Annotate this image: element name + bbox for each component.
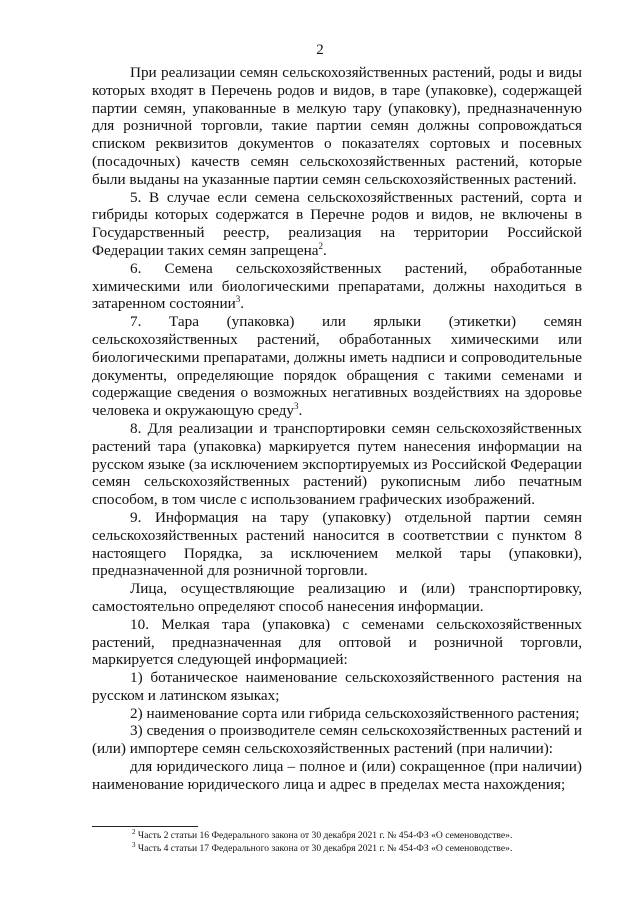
paragraph-subitem-1 — [92, 669, 582, 705]
paragraph-item-6 — [92, 260, 582, 313]
paragraph-persons — [92, 580, 582, 616]
footnote-text: Часть 4 статьи 17 Федерального закона от 30 декабря 2021 г. № 454-ФЗ «О семеноводстве». — [135, 842, 513, 854]
paragraph-subitem-3 — [92, 722, 582, 758]
page-number: 2 — [316, 42, 324, 58]
paragraph-text: При реализации семян сельскохозяйственных растений, роды и виды которых входят в Перечень родов и видов, в таре (упаковке), содержащей партии семян, упакованные в мелкую тару (упаковку), предназначенную для розничной торговли, такие партии семян должны сопровождаться списком реквизитов документов о показателях сортовых и посевных (посадочных) качеств семян сельскохозяйственных растений, которые были выданы на указанные партии семян сельскохозяйственных растений. — [92, 64, 582, 188]
paragraph-text: 10. Мелкая тара (упаковка) с семенами сельскохозяйственных растений, предназначенная для оптовой и розничной торговли, маркируется следующей информацией: — [92, 615, 582, 669]
paragraph-item-5 — [92, 189, 582, 260]
paragraph-text: Лица, осуществляющие реализацию и (или) транспортировку, самостоятельно определяют способ нанесения информации. — [92, 580, 582, 615]
paragraph-text: для юридического лица – полное и (или) сокращенное (при наличии) наименование юридического лица и адрес в пределах места нахождения; — [92, 758, 582, 793]
document-body — [92, 64, 582, 794]
paragraph-text: 7. Тара (упаковка) или ярлыки (этикетки) семян сельскохозяйственных растений, обработанных химическими или биологическими препаратами, должны иметь надписи и сопроводительные документы, определяющие порядок обращения с такими семенами и содержащие сведения о возможных негативных воздействиях на здоровье человека и окружающую среду — [92, 313, 582, 420]
footnote-2 — [92, 827, 582, 843]
paragraph-text: 6. Семена сельскохозяйственных растений, обработанные химическими или биологическими препаратами, должны находиться в затаренном состоянии — [92, 259, 582, 313]
paragraph-item-7 — [92, 313, 582, 420]
footnote-3 — [92, 840, 582, 856]
paragraph-item-10 — [92, 616, 582, 669]
paragraph-text: 2) наименование сорта или гибрида сельскохозяйственного растения; — [130, 704, 580, 722]
footnote-divider — [92, 826, 198, 827]
paragraph-tail: . — [322, 241, 327, 259]
footnote-ref: 3 — [293, 401, 299, 412]
paragraph-text: 5. В случае если семена сельскохозяйственных растений, сорта и гибриды которых содержатся в Перечне родов и видов, не включены в Государственный реестр, реализация на территории Российской Федерации таких семян запрещена — [92, 188, 582, 259]
footnote-ref: 2 — [318, 240, 323, 251]
paragraph-item-8 — [92, 420, 582, 509]
paragraph-subitem-2 — [92, 705, 582, 723]
paragraph-legal-entity — [92, 758, 582, 794]
footnote-text: Часть 2 статьи 16 Федерального закона от 30 декабря 2021 г. № 454-ФЗ «О семеноводстве». — [135, 830, 513, 841]
paragraph-text: 8. Для реализации и транспортировки семян сельскохозяйственных растений тара (упаковка) маркируется путем нанесения информации на русском языке (за исключением экспортируемых из Российской Федерации семян сельскохозяйственных растений) рукописным либо печатным способом, в том числе с использованием графических изображений. — [92, 419, 582, 509]
paragraph-tail: . — [240, 295, 245, 313]
paragraph-seed-lists — [92, 64, 582, 189]
paragraph-tail: . — [298, 402, 303, 420]
footnote-mark: 2 — [132, 827, 136, 836]
footnotes — [92, 827, 582, 855]
paragraph-item-9 — [92, 509, 582, 580]
paragraph-text: 3) сведения о производителе семян сельскохозяйственных растений и (или) импортере семян сельскохозяйственных растений (при наличии): — [92, 722, 582, 758]
paragraph-text: 1) ботаническое наименование сельскохозяйственного растения на русском и латинском языках; — [92, 669, 582, 704]
paragraph-text: 9. Информация на тару (упаковку) отдельной партии семян сельскохозяйственных растений наносится в соответствии с пунктом 8 настоящего Порядка, за исключением мелкой тары (упаковки), предназначенной для розничной торговли. — [92, 508, 582, 580]
footnote-mark: 3 — [132, 840, 136, 849]
footnote-ref: 3 — [235, 294, 241, 305]
